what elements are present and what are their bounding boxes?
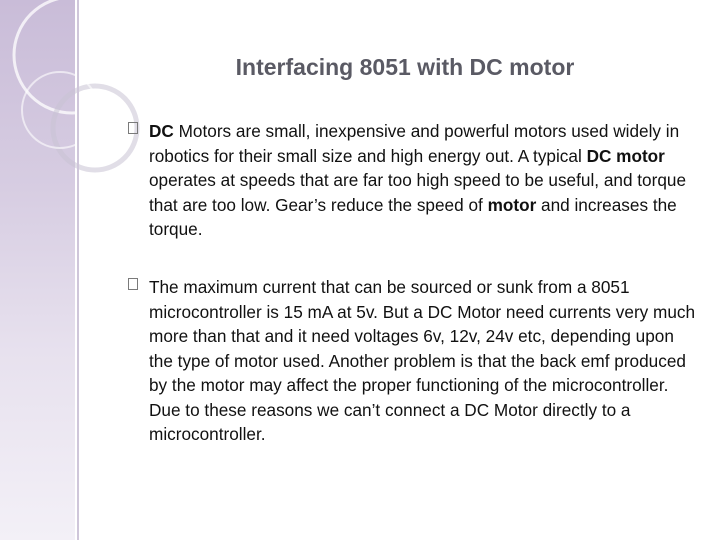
bullet-text (149, 119, 698, 242)
bullet-text-segment: The maximum current that can be sourced or sunk from a 8051 microcontroller is 15 mA at 5v. But a DC Motor need currents very much more than that and it need voltages 6v, 12v, 24v etc, depending upon the type of motor used. Another problem is that the back emf produced by the motor may affect the proper functioning of the microcontroller. Due to these reasons we can’t connect a DC Motor directly to a microcontroller. (149, 277, 696, 444)
bullet-text-bold: DC (149, 121, 174, 141)
vertical-divider (77, 0, 79, 540)
bullet-point-dc-motors (128, 119, 698, 242)
bullet-text-segment: operates at speeds that are far too high speed to be useful, and torque that are too low. Gear’s reduce the speed of (149, 170, 687, 215)
bullet-point-current-limits (128, 275, 698, 447)
bullet-text-segment: and increases the torque. (149, 194, 677, 239)
slide-title: Interfacing 8051 with DC motor (235, 54, 575, 80)
bullet-text-segment: Motors are small, inexpensive and powerful motors used widely in robotics for their small size and high energy out. A typical (149, 121, 680, 166)
bullet-square-icon (128, 278, 138, 290)
bullet-text-bold: DC motor (586, 145, 665, 166)
bullet-square-icon (128, 122, 138, 134)
bullet-text (149, 275, 698, 447)
bullet-text-bold: motor (487, 194, 537, 215)
